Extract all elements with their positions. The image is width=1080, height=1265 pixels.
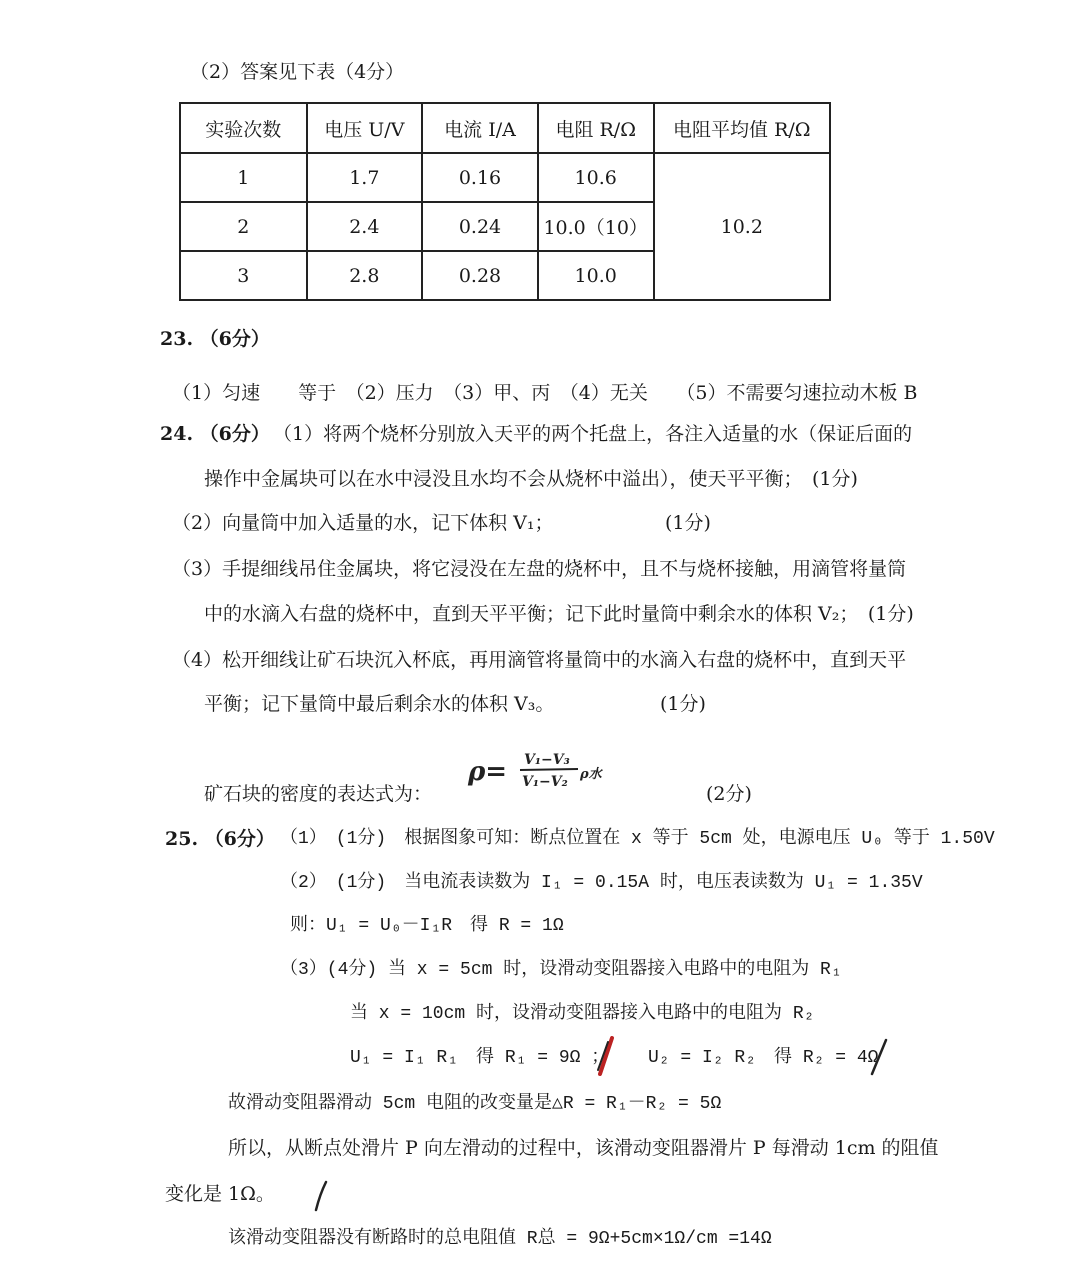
q25-line8: 所以，从断点处滑片 P 向左滑动的过程中，该滑动变阻器滑片 P 每滑动 1cm 的阻值 bbox=[228, 1137, 939, 1159]
cell-trial: 1 bbox=[180, 153, 307, 202]
density-formula bbox=[466, 742, 626, 796]
q24-step4-score: (1分) bbox=[660, 693, 706, 715]
cell-trial: 3 bbox=[180, 251, 307, 300]
part2-header: （2）答案见下表（4分） bbox=[190, 61, 405, 83]
q25-line5: 当 x = 10cm 时，设滑动变阻器接入电路中的电阻为 R₂ bbox=[350, 1004, 815, 1024]
q25-line4: （3）(4分) 当 x = 5cm 时，设滑动变阻器接入电路中的电阻为 R₁ bbox=[280, 960, 842, 980]
table-header-row bbox=[180, 103, 830, 153]
q25-line7: 故滑动变阻器滑动 5cm 电阻的改变量是△R = R₁－R₂ = 5Ω bbox=[228, 1094, 722, 1114]
q25-line3: 则：U₁ = U₀－I₁R 得 R = 1Ω bbox=[290, 916, 564, 936]
cell-current: 0.24 bbox=[422, 202, 538, 251]
formula-numerator: V₁−V₃ bbox=[524, 752, 570, 768]
q24-step1-line2: 操作中金属块可以在水中浸没且水均不会从烧杯中溢出），使天平平衡； (1分) bbox=[204, 468, 858, 490]
q24-step4-line1: （4）松开细线让矿石块沉入杯底，再用滴管将量筒中的水滴入右盘的烧杯中，直到天平 bbox=[172, 649, 907, 671]
cell-voltage: 2.4 bbox=[307, 202, 423, 251]
check-mark-icon bbox=[312, 1180, 330, 1212]
q25-line10: 该滑动变阻器没有断路时的总电阻值 R总 = 9Ω+5cm×1Ω/cm =14Ω bbox=[228, 1229, 772, 1249]
table-row bbox=[180, 153, 830, 202]
cell-average: 10.2 bbox=[654, 153, 830, 300]
density-label: 矿石块的密度的表达式为： bbox=[204, 783, 433, 805]
formula-lhs: ρ= bbox=[468, 757, 508, 787]
cell-trial: 2 bbox=[180, 202, 307, 251]
q25-line2: （2） (1分) 当电流表读数为 I₁ = 0.15A 时，电压表读数为 U₁ = 1.35V bbox=[280, 873, 923, 893]
q24-step2: （2）向量筒中加入适量的水，记下体积 V₁； bbox=[172, 512, 554, 534]
q25-line6a: U₁ = I₁ R₁ 得 R₁ = 9Ω ； bbox=[350, 1048, 610, 1068]
q25-line6b: U₂ = I₂ R₂ 得 R₂ = 4Ω bbox=[648, 1048, 879, 1068]
q24-step2-score: (1分) bbox=[665, 512, 711, 534]
check-mark-icon bbox=[594, 1036, 618, 1076]
cell-resistance: 10.6 bbox=[538, 153, 654, 202]
q25-title: 25. （6分） bbox=[165, 828, 275, 850]
formula-denominator: V₁−V₂ bbox=[522, 774, 568, 790]
header-trial: 实验次数 bbox=[180, 103, 307, 153]
q25-line9: 变化是 1Ω。 bbox=[165, 1183, 275, 1205]
cell-current: 0.28 bbox=[422, 251, 538, 300]
cell-voltage: 2.8 bbox=[307, 251, 423, 300]
q24-step3-line1: （3）手提细线吊住金属块，将它浸没在左盘的烧杯中，且不与烧杯接触，用滴管将量筒 bbox=[172, 558, 907, 580]
q24-title: 24. （6分） bbox=[160, 423, 270, 445]
header-average: 电阻平均值 R/Ω bbox=[654, 103, 830, 153]
formula-factor: ρ水 bbox=[580, 767, 602, 782]
header-voltage: 电压 U/V bbox=[307, 103, 423, 153]
q24-step1-line1: （1）将两个烧杯分别放入天平的两个托盘上，各注入适量的水（保证后面的 bbox=[273, 423, 913, 445]
q25-line1: （1） (1分) 根据图象可知：断点位置在 x 等于 5cm 处，电源电压 U₀ 等于 1.50V bbox=[280, 829, 995, 849]
cell-resistance: 10.0 bbox=[538, 251, 654, 300]
q23-title: 23. （6分） bbox=[160, 328, 270, 350]
check-mark-icon bbox=[868, 1038, 890, 1076]
cell-resistance: 10.0（10） bbox=[538, 202, 654, 251]
header-resistance: 电阻 R/Ω bbox=[538, 103, 654, 153]
formula-fraction-bar bbox=[520, 769, 578, 770]
cell-voltage: 1.7 bbox=[307, 153, 423, 202]
q23-answers: （1）匀速 等于 （2）压力 （3）甲、丙 （4）无关 （5）不需要匀速拉动木板 B bbox=[172, 382, 918, 404]
results-table bbox=[179, 102, 831, 301]
density-score: (2分) bbox=[706, 783, 752, 805]
cell-current: 0.16 bbox=[422, 153, 538, 202]
header-current: 电流 I/A bbox=[422, 103, 538, 153]
q24-step4-line2: 平衡；记下量筒中最后剩余水的体积 V₃。 bbox=[204, 693, 555, 715]
q24-step3-line2: 中的水滴入右盘的烧杯中，直到天平平衡；记下此时量筒中剩余水的体积 V₂； (1分) bbox=[204, 603, 914, 625]
